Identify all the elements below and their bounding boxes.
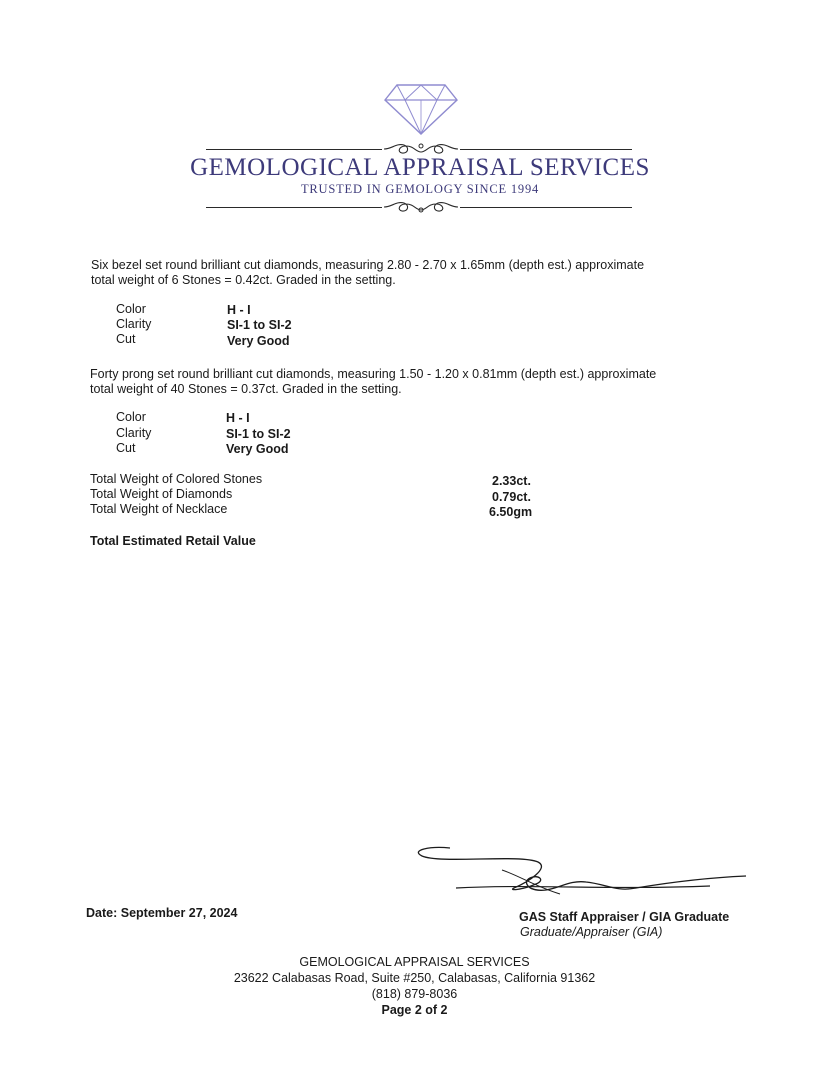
header-rule-bottom-right [460, 207, 632, 208]
appraiser-subtitle: Graduate/Appraiser (GIA) [520, 925, 663, 939]
diamond-description [90, 367, 656, 397]
header-rule-top-left [206, 149, 382, 150]
spec-label-color: Color [116, 302, 146, 316]
footer-company: GEMOLOGICAL APPRAISAL SERVICES [299, 955, 530, 969]
appraisal-date: Date: September 27, 2024 [86, 906, 238, 920]
company-name: GEMOLOGICAL APPRAISAL SERVICES [190, 154, 650, 181]
spec-label-color: Color [116, 410, 146, 424]
company-tagline: TRUSTED IN GEMOLOGY SINCE 1994 [300, 182, 540, 196]
description-line: total weight of 6 Stones = 0.42ct. Graded in the setting. [91, 273, 396, 287]
appraiser-title: GAS Staff Appraiser / GIA Graduate [519, 910, 730, 924]
diamond-description [91, 258, 644, 288]
spec-label-cut: Cut [116, 332, 136, 346]
flourish-ornament-icon [382, 198, 460, 216]
description-line: Six bezel set round brilliant cut diamonds, measuring 2.80 - 2.70 x 1.65mm (depth est.) approximate [91, 258, 645, 272]
total-necklace-label: Total Weight of Necklace [90, 502, 228, 516]
signature-icon [410, 840, 750, 900]
total-diamonds-label: Total Weight of Diamonds [90, 487, 233, 501]
page-number: Page 2 of 2 [381, 1003, 448, 1017]
header-rule-bottom-left [206, 207, 382, 208]
spec-value-color: H - I [227, 303, 251, 317]
description-line: Forty prong set round brilliant cut diamonds, measuring 1.50 - 1.20 x 0.81mm (depth est.) approximate [90, 367, 657, 381]
spec-value-clarity: SI-1 to SI-2 [227, 318, 292, 332]
spec-label-clarity: Clarity [116, 426, 152, 440]
description-line: total weight of 40 Stones = 0.37ct. Graded in the setting. [90, 382, 402, 396]
footer-address: 23622 Calabasas Road, Suite #250, Calabasas, California 91362 [233, 971, 596, 985]
total-colored-stones-label: Total Weight of Colored Stones [90, 472, 263, 486]
spec-value-color: H - I [226, 411, 250, 425]
total-diamonds-value: 0.79ct. [492, 490, 531, 504]
spec-label-clarity: Clarity [116, 317, 152, 331]
total-necklace-value: 6.50gm [489, 505, 533, 519]
header-rule-top-right [460, 149, 632, 150]
spec-label-cut: Cut [116, 441, 136, 455]
spec-value-cut: Very Good [226, 442, 289, 456]
spec-value-cut: Very Good [227, 334, 290, 348]
diamond-logo-icon [383, 82, 459, 136]
spec-value-clarity: SI-1 to SI-2 [226, 427, 291, 441]
total-colored-stones-value: 2.33ct. [492, 474, 531, 488]
footer-phone: (818) 879-8036 [371, 987, 458, 1001]
retail-value-label: Total Estimated Retail Value [90, 534, 256, 548]
